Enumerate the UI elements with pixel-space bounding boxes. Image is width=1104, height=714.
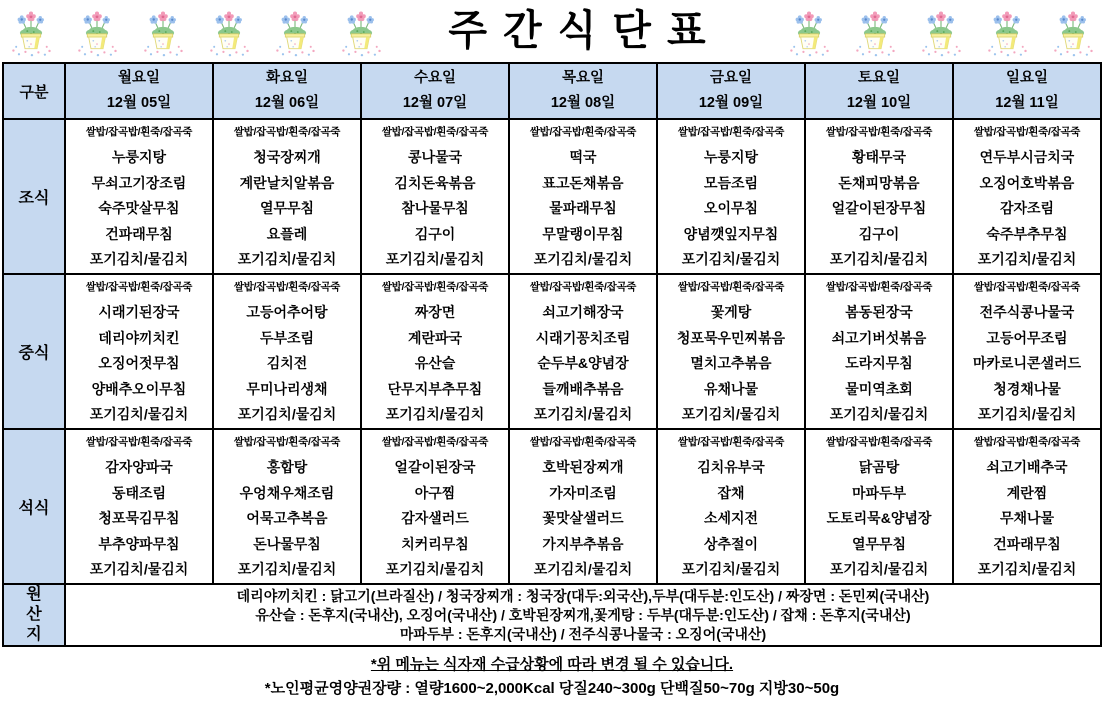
rice-options-line: 쌀밥/잡곡밥/흰죽/잡곡죽 xyxy=(233,436,341,448)
day-name: 토요일 xyxy=(857,70,901,86)
menu-item: 김구이 xyxy=(858,225,900,242)
menu-item: 포기김치/물김치 xyxy=(89,561,189,578)
menu-item: 포기김치/물김치 xyxy=(977,561,1077,578)
meal-cell xyxy=(953,119,1101,274)
rice-options-line: 쌀밥/잡곡밥/흰죽/잡곡죽 xyxy=(973,281,1081,293)
menu-item: 물파래무침 xyxy=(549,200,617,217)
rice-options-line: 쌀밥/잡곡밥/흰죽/잡곡죽 xyxy=(677,436,785,448)
menu-item: 시래기된장국 xyxy=(98,304,180,321)
rice-options-line: 쌀밥/잡곡밥/흰죽/잡곡죽 xyxy=(85,436,193,448)
menu-change-note: *위 메뉴는 식자재 수급상황에 따라 변경 될 수 있습니다. xyxy=(370,656,734,673)
rice-options-line: 쌀밥/잡곡밥/흰죽/잡곡죽 xyxy=(233,126,341,138)
menu-item: 쇠고기버섯볶음 xyxy=(831,329,927,346)
menu-item: 동태조림 xyxy=(111,484,167,501)
rice-options-line: 쌀밥/잡곡밥/흰죽/잡곡죽 xyxy=(825,436,933,448)
menu-item: 포기김치/물김치 xyxy=(829,251,929,268)
menu-item: 단무지부추무침 xyxy=(387,380,483,397)
origin-line: 마파두부 : 돈후지(국내산) / 전주식콩나물국 : 오징어(국내산) xyxy=(399,625,767,642)
menu-item: 포기김치/물김치 xyxy=(681,406,781,423)
menu-item: 포기김치/물김치 xyxy=(533,406,633,423)
rice-options-line: 쌀밥/잡곡밥/흰죽/잡곡죽 xyxy=(381,281,489,293)
day-header-cell xyxy=(213,63,361,119)
menu-item: 감자조림 xyxy=(999,200,1055,217)
flower-pot-icon xyxy=(206,7,252,57)
corner-cell: 구분 xyxy=(3,63,65,119)
menu-item: 건파래무침 xyxy=(993,535,1061,552)
meal-cell xyxy=(65,119,213,274)
menu-item: 봄동된장국 xyxy=(845,304,913,321)
origin-info-cell xyxy=(65,584,1101,646)
day-header-cell xyxy=(657,63,805,119)
meal-cell xyxy=(65,274,213,429)
menu-item: 포기김치/물김치 xyxy=(533,561,633,578)
menu-item: 꽃맛살샐러드 xyxy=(542,510,624,527)
menu-item: 포기김치/물김치 xyxy=(977,251,1077,268)
menu-item: 가자미조림 xyxy=(549,484,617,501)
menu-item: 포기김치/물김치 xyxy=(681,561,781,578)
day-header-cell xyxy=(953,63,1101,119)
rice-options-line: 쌀밥/잡곡밥/흰죽/잡곡죽 xyxy=(85,126,193,138)
menu-item: 포기김치/물김치 xyxy=(829,561,929,578)
flower-pot-icon xyxy=(852,7,898,57)
menu-item: 건파래무침 xyxy=(105,225,173,242)
meal-cell xyxy=(805,119,953,274)
menu-item: 콩나물국 xyxy=(407,149,463,166)
banner-decorations-left xyxy=(2,5,390,57)
meal-cell xyxy=(805,274,953,429)
menu-item: 시래기꽁치조림 xyxy=(535,329,631,346)
menu-item: 계란찜 xyxy=(1006,484,1048,501)
flower-pot-icon xyxy=(1050,7,1096,57)
footer-notes xyxy=(0,647,1104,707)
menu-item: 포기김치/물김치 xyxy=(385,406,485,423)
menu-item: 청포묵김무침 xyxy=(98,510,180,527)
day-name: 수요일 xyxy=(413,70,457,86)
origin-line: 데리야끼치킨 : 닭고기(브라질산) / 청국장찌개 : 청국장(대두:외국산),두부(대두분:인도산) / 짜장면 : 돈민찌(국내산) xyxy=(236,587,930,604)
menu-item: 들깨배추볶음 xyxy=(542,380,624,397)
nutrition-note: *노인평균영양권장량 : 열량1600~2,000Kcal 당질240~300g 단백질50~70g 지방30~50g xyxy=(264,680,840,697)
flower-pot-icon xyxy=(338,7,384,57)
table-header-row xyxy=(3,63,1101,119)
menu-item: 마카로니콘샐러드 xyxy=(972,355,1082,372)
menu-item: 청포묵우민찌볶음 xyxy=(676,329,786,346)
menu-item: 김치유부국 xyxy=(697,459,765,476)
menu-item: 청국장찌개 xyxy=(253,149,321,166)
rice-options-line: 쌀밥/잡곡밥/흰죽/잡곡죽 xyxy=(973,436,1081,448)
menu-item: 홍합탕 xyxy=(266,459,308,476)
menu-item: 포기김치/물김치 xyxy=(829,406,929,423)
day-name: 금요일 xyxy=(709,70,753,86)
menu-item: 소세지전 xyxy=(703,510,759,527)
rice-options-line: 쌀밥/잡곡밥/흰죽/잡곡죽 xyxy=(529,126,637,138)
origin-label-text: 원산지 xyxy=(26,586,42,643)
day-date: 12월 11일 xyxy=(995,95,1059,111)
menu-item: 쇠고기배추국 xyxy=(986,459,1068,476)
day-name: 일요일 xyxy=(1005,70,1049,86)
menu-item: 고등어추어탕 xyxy=(246,304,328,321)
flower-pot-icon xyxy=(918,7,964,57)
menu-item: 누룽지탕 xyxy=(111,149,167,166)
menu-item: 마파두부 xyxy=(851,484,907,501)
menu-item: 포기김치/물김치 xyxy=(89,251,189,268)
menu-item: 김치전 xyxy=(266,355,308,372)
menu-item: 무미나리생채 xyxy=(246,380,328,397)
menu-item: 순두부&양념장 xyxy=(537,355,629,372)
menu-item: 무쇠고기장조림 xyxy=(91,174,187,191)
banner-decorations-right xyxy=(780,5,1102,57)
menu-item: 양배추오이무침 xyxy=(91,380,187,397)
menu-item: 도라지무침 xyxy=(845,355,913,372)
menu-item: 감자샐러드 xyxy=(401,510,469,527)
meal-cell xyxy=(657,119,805,274)
menu-item: 닭곰탕 xyxy=(858,459,900,476)
menu-item: 가지부추볶음 xyxy=(542,535,624,552)
menu-item: 돈채피망볶음 xyxy=(838,174,920,191)
menu-item: 포기김치/물김치 xyxy=(89,406,189,423)
meal-row xyxy=(3,429,1101,584)
banner xyxy=(0,0,1104,62)
meal-cell xyxy=(657,274,805,429)
flower-pot-icon xyxy=(786,7,832,57)
menu-item: 포기김치/물김치 xyxy=(681,251,781,268)
menu-item: 유산슬 xyxy=(414,355,456,372)
meal-cell xyxy=(953,274,1101,429)
meal-cell xyxy=(213,119,361,274)
day-date: 12월 07일 xyxy=(402,95,468,111)
menu-item: 무말랭이무침 xyxy=(542,225,624,242)
menu-item: 오이무침 xyxy=(703,200,759,217)
flower-pot-icon xyxy=(140,7,186,57)
menu-item: 데리야끼치킨 xyxy=(98,329,180,346)
meal-row xyxy=(3,119,1101,274)
menu-item: 두부조림 xyxy=(259,329,315,346)
rice-options-line: 쌀밥/잡곡밥/흰죽/잡곡죽 xyxy=(677,126,785,138)
menu-item: 포기김치/물김치 xyxy=(237,406,337,423)
day-date: 12월 09일 xyxy=(698,95,764,111)
menu-item: 돈나물무침 xyxy=(253,535,321,552)
menu-item: 포기김치/물김치 xyxy=(385,251,485,268)
rice-options-line: 쌀밥/잡곡밥/흰죽/잡곡죽 xyxy=(973,126,1081,138)
meal-row xyxy=(3,274,1101,429)
day-header-cell xyxy=(65,63,213,119)
rice-options-line: 쌀밥/잡곡밥/흰죽/잡곡죽 xyxy=(825,126,933,138)
menu-item: 양념깻잎지무침 xyxy=(683,225,779,242)
day-header-cell xyxy=(805,63,953,119)
meal-label: 중식 xyxy=(3,274,65,429)
menu-item: 어묵고추복음 xyxy=(246,510,328,527)
flower-pot-icon xyxy=(272,7,318,57)
menu-item: 얼갈이된장무침 xyxy=(831,200,927,217)
meal-cell xyxy=(953,429,1101,584)
meal-cell xyxy=(213,429,361,584)
page-title: 주간식단표 xyxy=(448,8,722,54)
origin-row xyxy=(3,584,1101,646)
menu-item: 오징어젓무침 xyxy=(98,355,180,372)
menu-item: 쇠고기해장국 xyxy=(542,304,624,321)
menu-item: 꽃게탕 xyxy=(710,304,752,321)
menu-item: 얼갈이된장국 xyxy=(394,459,476,476)
menu-item: 도토리묵&양념장 xyxy=(826,510,932,527)
menu-item: 김구이 xyxy=(414,225,456,242)
menu-item: 유채나물 xyxy=(703,380,759,397)
menu-item: 짜장면 xyxy=(414,304,456,321)
rice-options-line: 쌀밥/잡곡밥/흰죽/잡곡죽 xyxy=(85,281,193,293)
menu-item: 잡채 xyxy=(717,484,745,501)
menu-item: 포기김치/물김치 xyxy=(533,251,633,268)
day-name: 월요일 xyxy=(117,70,161,86)
menu-item: 멸치고추볶음 xyxy=(690,355,772,372)
day-date: 12월 05일 xyxy=(106,95,172,111)
menu-item: 호박된장찌개 xyxy=(542,459,624,476)
meal-label: 조식 xyxy=(3,119,65,274)
menu-item: 황태무국 xyxy=(851,149,907,166)
rice-options-line: 쌀밥/잡곡밥/흰죽/잡곡죽 xyxy=(529,436,637,448)
menu-item: 우엉채우채조림 xyxy=(239,484,335,501)
menu-item: 숙주부추무침 xyxy=(986,225,1068,242)
meal-cell xyxy=(509,119,657,274)
day-date: 12월 10일 xyxy=(846,95,912,111)
menu-item: 포기김치/물김치 xyxy=(237,251,337,268)
origin-label xyxy=(3,584,65,646)
menu-item: 계란파국 xyxy=(407,329,463,346)
meal-cell xyxy=(361,119,509,274)
day-name: 목요일 xyxy=(561,70,605,86)
menu-item: 포기김치/물김치 xyxy=(977,406,1077,423)
meal-cell xyxy=(509,274,657,429)
rice-options-line: 쌀밥/잡곡밥/흰죽/잡곡죽 xyxy=(677,281,785,293)
menu-item: 전주식콩나물국 xyxy=(979,304,1075,321)
menu-item: 김치돈육볶음 xyxy=(394,174,476,191)
flower-pot-icon xyxy=(74,7,120,57)
menu-item: 포기김치/물김치 xyxy=(385,561,485,578)
menu-item: 열무무침 xyxy=(259,200,315,217)
rice-options-line: 쌀밥/잡곡밥/흰죽/잡곡죽 xyxy=(529,281,637,293)
day-date: 12월 06일 xyxy=(254,95,320,111)
meal-cell xyxy=(657,429,805,584)
rice-options-line: 쌀밥/잡곡밥/흰죽/잡곡죽 xyxy=(381,126,489,138)
menu-item: 요플레 xyxy=(266,225,308,242)
menu-item: 치커리무침 xyxy=(401,535,469,552)
menu-item: 감자양파국 xyxy=(105,459,173,476)
flower-pot-icon xyxy=(984,7,1030,57)
menu-item: 포기김치/물김치 xyxy=(237,561,337,578)
meal-cell xyxy=(361,274,509,429)
meal-cell xyxy=(213,274,361,429)
meal-cell xyxy=(805,429,953,584)
day-name: 화요일 xyxy=(265,70,309,86)
menu-item: 누룽지탕 xyxy=(703,149,759,166)
menu-item: 아구찜 xyxy=(414,484,456,501)
menu-item: 모듬조림 xyxy=(703,174,759,191)
menu-item: 숙주맛살무침 xyxy=(98,200,180,217)
menu-item: 고등어무조림 xyxy=(986,329,1068,346)
meal-label: 석식 xyxy=(3,429,65,584)
meal-cell xyxy=(361,429,509,584)
menu-item: 상추절이 xyxy=(703,535,759,552)
day-header-cell xyxy=(509,63,657,119)
menu-item: 떡국 xyxy=(569,149,597,166)
meal-cell xyxy=(65,429,213,584)
rice-options-line: 쌀밥/잡곡밥/흰죽/잡곡죽 xyxy=(825,281,933,293)
menu-item: 물미역초회 xyxy=(845,380,913,397)
day-date: 12월 08일 xyxy=(550,95,616,111)
menu-item: 부추양파무침 xyxy=(98,535,180,552)
origin-line: 유산슬 : 돈후지(국내산), 오징어(국내산) / 호박된장찌개,꽃게탕 : 두부(대두분:인도산) / 잡채 : 돈후지(국내산) xyxy=(255,606,911,623)
menu-item: 무채나물 xyxy=(999,510,1055,527)
meal-cell xyxy=(509,429,657,584)
weekly-menu-table xyxy=(2,62,1102,647)
rice-options-line: 쌀밥/잡곡밥/흰죽/잡곡죽 xyxy=(381,436,489,448)
menu-item: 오징어호박볶음 xyxy=(979,174,1075,191)
menu-item: 계란날치알볶음 xyxy=(239,174,335,191)
menu-item: 표고돈채볶음 xyxy=(542,174,624,191)
menu-item: 참나물무침 xyxy=(401,200,469,217)
flower-pot-icon xyxy=(8,7,54,57)
rice-options-line: 쌀밥/잡곡밥/흰죽/잡곡죽 xyxy=(233,281,341,293)
day-header-cell xyxy=(361,63,509,119)
menu-item: 연두부시금치국 xyxy=(979,149,1075,166)
menu-item: 청경채나물 xyxy=(993,380,1061,397)
menu-item: 열무무침 xyxy=(851,535,907,552)
